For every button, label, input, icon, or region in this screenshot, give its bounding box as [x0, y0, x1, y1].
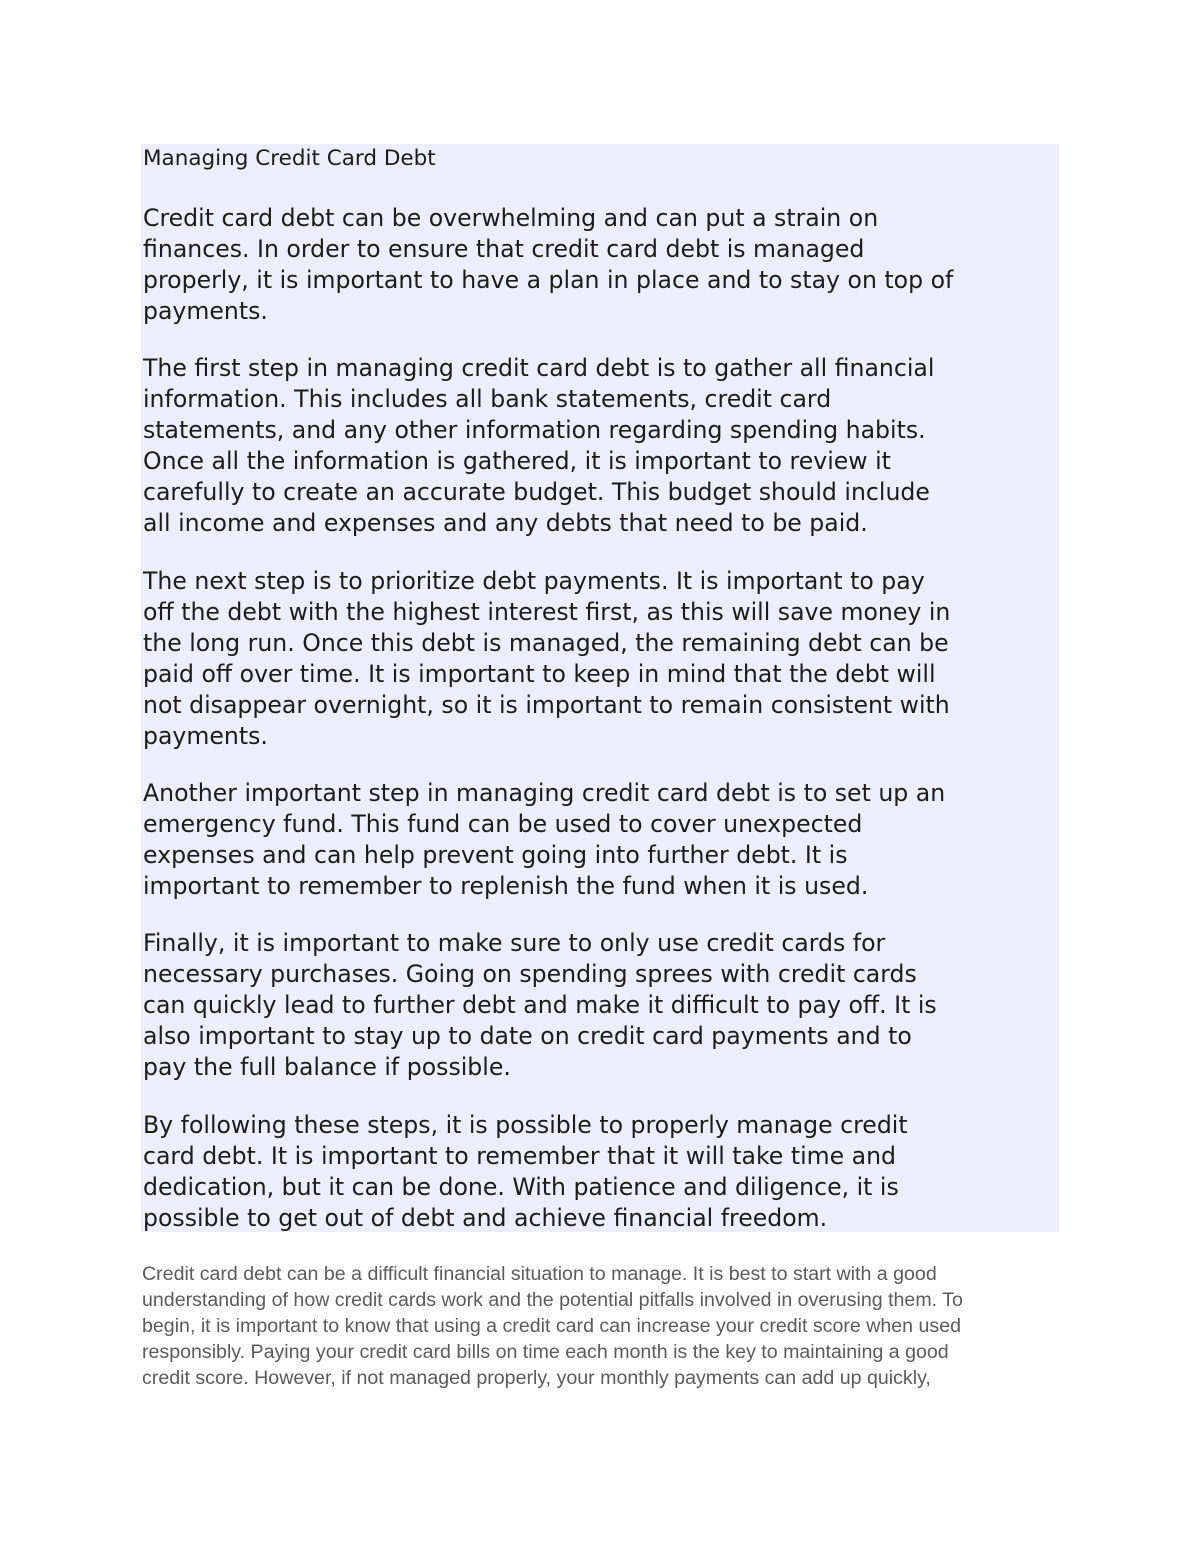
- text-line: properly, it is important to have a plan in place and to stay on top of: [143, 266, 954, 294]
- text-line: off the debt with the highest interest first, as this will save money in: [143, 598, 951, 626]
- text-line: Another important step in managing credit card debt is to set up an: [143, 779, 946, 807]
- text-line: The next step is to prioritize debt payments. It is important to pay: [143, 567, 925, 595]
- text-line: expenses and can help prevent going into further debt. It is: [143, 841, 848, 869]
- text-line: statements, and any other information regarding spending habits.: [143, 416, 926, 444]
- text-line: carefully to create an accurate budget. This budget should include: [143, 478, 930, 506]
- paragraph-finally: [143, 928, 1055, 1083]
- text-line: payments.: [143, 297, 268, 325]
- text-line: can quickly lead to further debt and make it difficult to pay off. It is: [143, 991, 937, 1019]
- text-line: Finally, it is important to make sure to only use credit cards for: [143, 929, 886, 957]
- text-line: finances. In order to ensure that credit card debt is managed: [143, 235, 865, 263]
- text-line: paid off over time. It is important to keep in mind that the debt will: [143, 660, 936, 688]
- text-line: By following these steps, it is possible to properly manage credit: [143, 1111, 908, 1139]
- paragraph-intro: [143, 203, 1055, 327]
- text-line: card debt. It is important to remember that it will take time and: [143, 1142, 897, 1170]
- text-line: not disappear overnight, so it is important to remain consistent with: [143, 691, 950, 719]
- text-line: credit score. However, if not managed properly, your monthly payments can add up quickly,: [142, 1367, 931, 1389]
- text-line: payments.: [143, 722, 268, 750]
- paragraph-first-step: [143, 353, 1055, 539]
- text-line: responsibly. Paying your credit card bills on time each month is the key to maintaining a good: [142, 1341, 949, 1363]
- text-line: emergency fund. This fund can be used to cover unexpected: [143, 810, 863, 838]
- text-line: the long run. Once this debt is managed, the remaining debt can be: [143, 629, 949, 657]
- paragraph-conclusion: [143, 1110, 1055, 1234]
- text-line: begin, it is important to know that using a credit card can increase your credit score when used: [142, 1315, 962, 1337]
- text-line: Credit card debt can be overwhelming and can put a strain on: [143, 204, 879, 232]
- text-line: The first step in managing credit card debt is to gather all financial: [143, 354, 935, 382]
- paragraph-next-step: [143, 566, 1055, 752]
- text-line: pay the full balance if possible.: [143, 1053, 511, 1081]
- text-line: also important to stay up to date on credit card payments and to: [143, 1022, 912, 1050]
- paragraph-emergency-fund: [143, 778, 1055, 902]
- text-line: all income and expenses and any debts that need to be paid.: [143, 509, 868, 537]
- text-line: necessary purchases. Going on spending sprees with credit cards: [143, 960, 917, 988]
- text-line: understanding of how credit cards work and the potential pitfalls involved in overusing them. To: [142, 1289, 963, 1311]
- text-line: information. This includes all bank statements, credit card: [143, 385, 832, 413]
- text-line: Credit card debt can be a difficult financial situation to manage. It is best to start with a good: [142, 1263, 937, 1285]
- document-title: Managing Credit Card Debt: [143, 146, 436, 171]
- text-line: important to remember to replenish the fund when it is used.: [143, 872, 869, 900]
- text-line: possible to get out of debt and achieve financial freedom.: [143, 1204, 828, 1232]
- text-line: Once all the information is gathered, it is important to review it: [143, 447, 891, 475]
- text-line: dedication, but it can be done. With patience and diligence, it is: [143, 1173, 899, 1201]
- paragraph-secondary-note: [142, 1261, 1047, 1391]
